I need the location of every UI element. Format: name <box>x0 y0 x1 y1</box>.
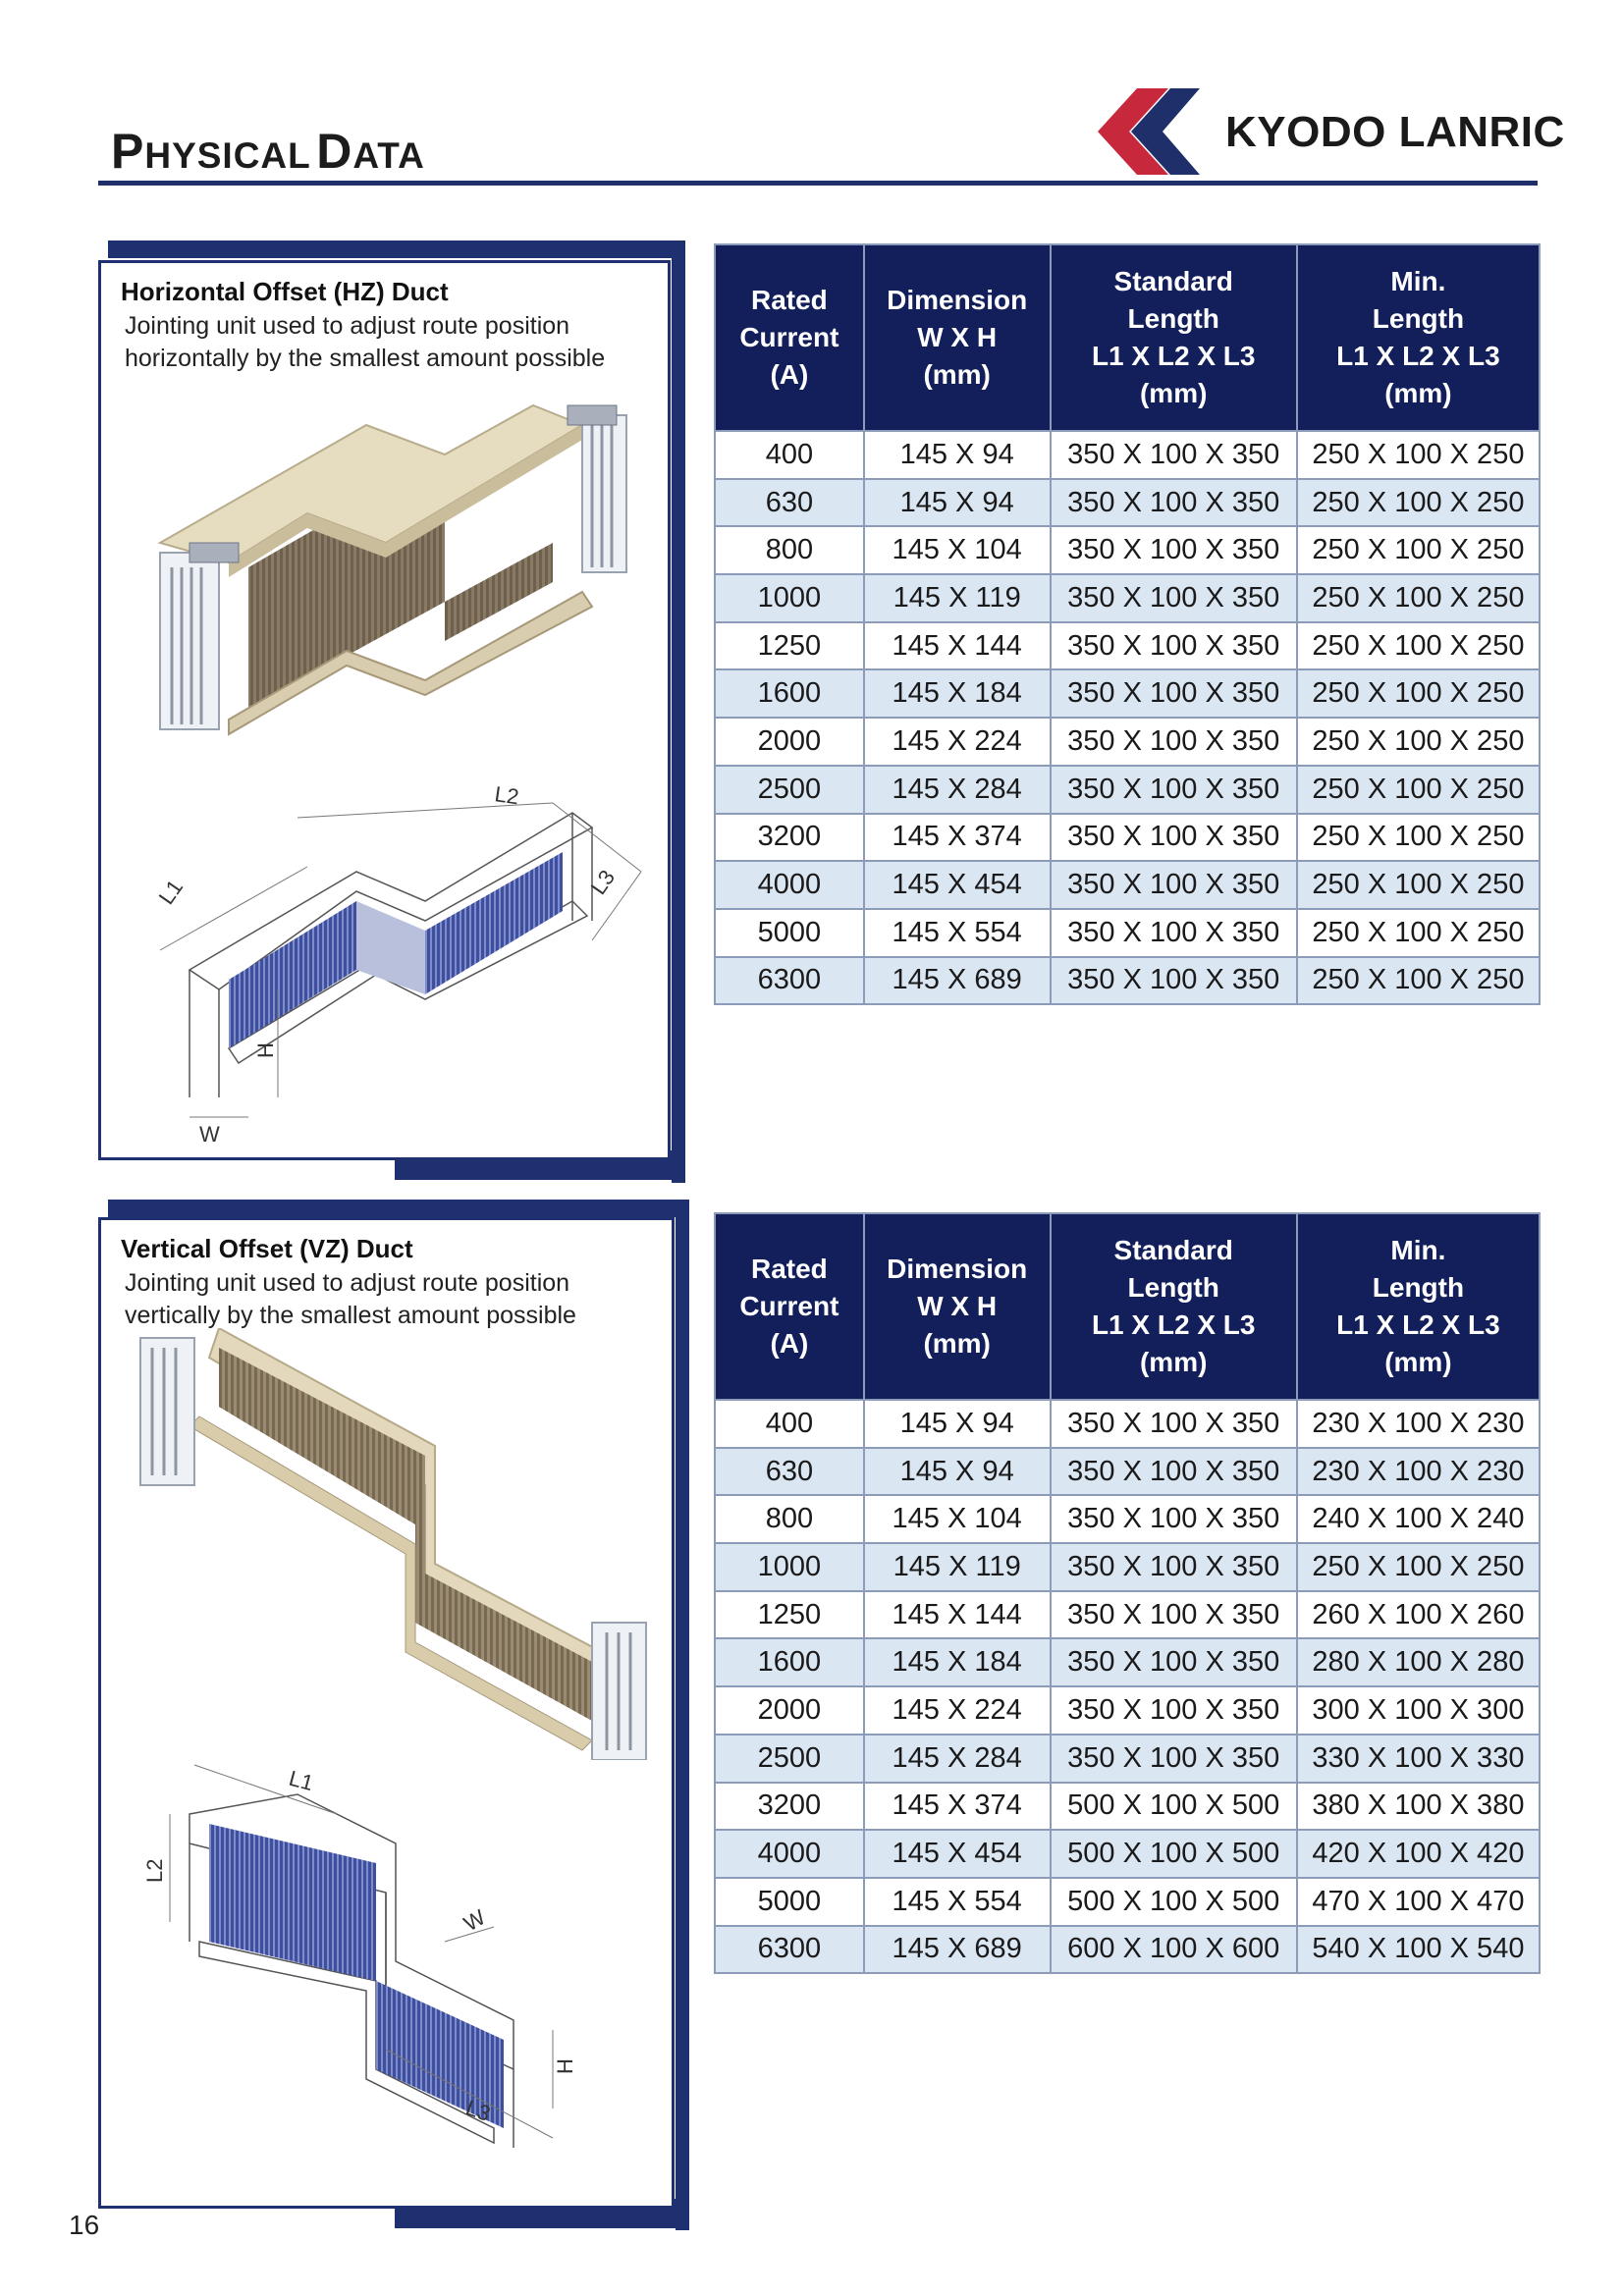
table-cell: 145 X 374 <box>864 1783 1051 1831</box>
table-cell: 145 X 284 <box>864 1735 1051 1783</box>
hz-h1-0: Dimension <box>887 285 1028 315</box>
table-cell: 145 X 144 <box>864 622 1051 670</box>
table-cell: 4000 <box>715 1830 864 1878</box>
hz-h2-0: Standard <box>1113 266 1233 296</box>
table-cell: 350 X 100 X 350 <box>1051 1495 1297 1543</box>
table-cell: 5000 <box>715 1878 864 1926</box>
table-cell: 1000 <box>715 1543 864 1591</box>
table-cell: 350 X 100 X 350 <box>1051 1638 1297 1686</box>
table-cell: 350 X 100 X 350 <box>1051 574 1297 622</box>
vz-h2-3: (mm) <box>1139 1347 1208 1377</box>
table-cell: 145 X 119 <box>864 574 1051 622</box>
hz-h3-2: L1 X L2 X L3 <box>1336 341 1500 371</box>
table-row <box>715 1830 1540 1878</box>
table-row <box>715 766 1540 814</box>
table-cell: 350 X 100 X 350 <box>1051 957 1297 1005</box>
table-cell: 350 X 100 X 350 <box>1051 431 1297 479</box>
hz-desc-line-1: Jointing unit used to adjust route position <box>125 312 570 340</box>
table-cell: 500 X 100 X 500 <box>1051 1878 1297 1926</box>
table-cell: 800 <box>715 1495 864 1543</box>
table-cell: 1000 <box>715 574 864 622</box>
vz-col-rated-current <box>715 1213 864 1400</box>
table-row <box>715 669 1540 718</box>
vz-description <box>125 1267 675 1332</box>
vz-h3-1: Length <box>1372 1272 1465 1303</box>
table-row <box>715 1448 1540 1496</box>
table-cell: 600 X 100 X 600 <box>1051 1926 1297 1974</box>
table-cell: 230 X 100 X 230 <box>1297 1400 1540 1448</box>
table-cell: 250 X 100 X 250 <box>1297 766 1540 814</box>
table-cell: 500 X 100 X 500 <box>1051 1830 1297 1878</box>
hz-h0-1: Current <box>739 322 839 352</box>
vz-duct-render <box>131 1328 671 1760</box>
table-cell: 6300 <box>715 957 864 1005</box>
table-row <box>715 1686 1540 1735</box>
table-cell: 250 X 100 X 250 <box>1297 431 1540 479</box>
table-cell: 470 X 100 X 470 <box>1297 1878 1540 1926</box>
table-cell: 350 X 100 X 350 <box>1051 766 1297 814</box>
hz-table-header-row <box>715 244 1540 431</box>
vz-spec-table <box>714 1212 1541 1974</box>
hz-col-dimension <box>864 244 1051 431</box>
table-cell: 630 <box>715 479 864 527</box>
table-cell: 145 X 224 <box>864 718 1051 766</box>
table-cell: 145 X 184 <box>864 1638 1051 1686</box>
page-number: 16 <box>69 2210 100 2240</box>
table-cell: 630 <box>715 1448 864 1496</box>
table-cell: 350 X 100 X 350 <box>1051 814 1297 862</box>
table-row <box>715 1591 1540 1639</box>
table-cell: 250 X 100 X 250 <box>1297 526 1540 574</box>
table-cell: 400 <box>715 1400 864 1448</box>
table-row <box>715 909 1540 957</box>
vz-h2-2: L1 X L2 X L3 <box>1091 1309 1256 1340</box>
table-cell: 250 X 100 X 250 <box>1297 957 1540 1005</box>
vz-col-standard-length <box>1051 1213 1297 1400</box>
title-cap-2: D <box>316 124 353 179</box>
table-cell: 2000 <box>715 1686 864 1735</box>
vz-col-dimension <box>864 1213 1051 1400</box>
hz-spec-table <box>714 243 1541 1005</box>
hz-h3-0: Min. <box>1390 266 1446 296</box>
table-cell: 500 X 100 X 500 <box>1051 1783 1297 1831</box>
header-rule <box>98 181 1538 186</box>
table-cell: 350 X 100 X 350 <box>1051 909 1297 957</box>
vz-desc-line-1: Jointing unit used to adjust route position <box>125 1269 570 1297</box>
title-rest-1: HYSICAL <box>144 135 311 176</box>
table-cell: 350 X 100 X 350 <box>1051 1543 1297 1591</box>
hz-h2-1: Length <box>1127 303 1219 334</box>
table-cell: 145 X 94 <box>864 1448 1051 1496</box>
table-cell: 145 X 554 <box>864 1878 1051 1926</box>
table-row <box>715 861 1540 909</box>
hz-h1-2: (mm) <box>923 359 991 390</box>
table-cell: 300 X 100 X 300 <box>1297 1686 1540 1735</box>
table-cell: 145 X 104 <box>864 1495 1051 1543</box>
title-cap-1: P <box>111 124 145 179</box>
hz-description <box>125 310 675 375</box>
hz-frame-right <box>672 240 685 1183</box>
table-cell: 420 X 100 X 420 <box>1297 1830 1540 1878</box>
table-row <box>715 718 1540 766</box>
table-cell: 230 X 100 X 230 <box>1297 1448 1540 1496</box>
hz-label-l1: L1 <box>153 875 189 909</box>
table-row <box>715 1638 1540 1686</box>
table-cell: 280 X 100 X 280 <box>1297 1638 1540 1686</box>
vz-h3-3: (mm) <box>1384 1347 1452 1377</box>
table-cell: 330 X 100 X 330 <box>1297 1735 1540 1783</box>
hz-col-standard-length <box>1051 244 1297 431</box>
table-row <box>715 957 1540 1005</box>
table-row <box>715 431 1540 479</box>
table-cell: 350 X 100 X 350 <box>1051 1686 1297 1735</box>
vz-label-l1: L1 <box>286 1765 316 1796</box>
table-cell: 145 X 104 <box>864 526 1051 574</box>
table-row <box>715 622 1540 670</box>
table-cell: 5000 <box>715 909 864 957</box>
hz-h2-3: (mm) <box>1139 378 1208 408</box>
table-cell: 145 X 224 <box>864 1686 1051 1735</box>
vz-h0-0: Rated <box>750 1254 828 1284</box>
table-cell: 250 X 100 X 250 <box>1297 479 1540 527</box>
table-cell: 145 X 119 <box>864 1543 1051 1591</box>
vz-desc-line-2: vertically by the smallest amount possible <box>125 1302 576 1329</box>
table-cell: 250 X 100 X 250 <box>1297 861 1540 909</box>
vz-h0-1: Current <box>739 1291 839 1321</box>
hz-label-w: W <box>199 1122 220 1147</box>
table-cell: 350 X 100 X 350 <box>1051 479 1297 527</box>
hz-duct-render <box>121 396 671 769</box>
table-cell: 145 X 94 <box>864 479 1051 527</box>
table-cell: 250 X 100 X 250 <box>1297 669 1540 718</box>
table-cell: 250 X 100 X 250 <box>1297 622 1540 670</box>
table-row <box>715 1783 1540 1831</box>
table-cell: 145 X 374 <box>864 814 1051 862</box>
vz-table-header-row <box>715 1213 1540 1400</box>
table-cell: 250 X 100 X 250 <box>1297 814 1540 862</box>
vz-label-h: H <box>553 2058 577 2074</box>
table-cell: 350 X 100 X 350 <box>1051 669 1297 718</box>
table-row <box>715 1495 1540 1543</box>
table-cell: 145 X 689 <box>864 957 1051 1005</box>
table-row <box>715 1400 1540 1448</box>
hz-h0-0: Rated <box>750 285 828 315</box>
hz-label-h: H <box>253 1042 278 1058</box>
table-cell: 145 X 454 <box>864 1830 1051 1878</box>
table-row <box>715 1926 1540 1974</box>
table-cell: 800 <box>715 526 864 574</box>
table-cell: 145 X 184 <box>864 669 1051 718</box>
table-cell: 350 X 100 X 350 <box>1051 718 1297 766</box>
hz-col-rated-current <box>715 244 864 431</box>
table-cell: 145 X 454 <box>864 861 1051 909</box>
table-cell: 2500 <box>715 1735 864 1783</box>
table-row <box>715 526 1540 574</box>
kyodo-chevron-icon <box>1098 86 1216 177</box>
hz-h3-3: (mm) <box>1384 378 1452 408</box>
page-title <box>111 123 425 180</box>
vz-label-w: W <box>460 1904 490 1937</box>
table-cell: 380 X 100 X 380 <box>1297 1783 1540 1831</box>
table-cell: 540 X 100 X 540 <box>1297 1926 1540 1974</box>
table-cell: 350 X 100 X 350 <box>1051 622 1297 670</box>
vz-frame-right <box>676 1200 689 2230</box>
table-cell: 6300 <box>715 1926 864 1974</box>
hz-label-l3: L3 <box>585 865 621 899</box>
table-cell: 145 X 94 <box>864 431 1051 479</box>
vz-h2-1: Length <box>1127 1272 1219 1303</box>
vz-h3-2: L1 X L2 X L3 <box>1336 1309 1500 1340</box>
vz-h3-0: Min. <box>1390 1235 1446 1265</box>
hz-label-l2: L2 <box>493 781 521 810</box>
table-cell: 145 X 554 <box>864 909 1051 957</box>
table-cell: 2500 <box>715 766 864 814</box>
vz-col-min-length <box>1297 1213 1540 1400</box>
table-cell: 350 X 100 X 350 <box>1051 861 1297 909</box>
table-cell: 250 X 100 X 250 <box>1297 718 1540 766</box>
vz-h2-0: Standard <box>1113 1235 1233 1265</box>
vz-label-l3: L3 <box>462 2095 494 2127</box>
table-cell: 3200 <box>715 814 864 862</box>
hz-duct-diagram <box>131 774 661 1156</box>
vz-h1-1: W X H <box>917 1291 998 1321</box>
table-cell: 2000 <box>715 718 864 766</box>
title-rest-2: ATA <box>352 135 425 176</box>
hz-h3-1: Length <box>1372 303 1465 334</box>
table-cell: 3200 <box>715 1783 864 1831</box>
table-cell: 250 X 100 X 250 <box>1297 574 1540 622</box>
vz-panel <box>98 1217 675 2209</box>
table-row <box>715 814 1540 862</box>
vz-frame-top <box>108 1200 689 1217</box>
table-cell: 4000 <box>715 861 864 909</box>
table-cell: 260 X 100 X 260 <box>1297 1591 1540 1639</box>
table-cell: 240 X 100 X 240 <box>1297 1495 1540 1543</box>
table-row <box>715 1735 1540 1783</box>
vz-title: Vertical Offset (VZ) Duct <box>121 1234 413 1263</box>
table-cell: 350 X 100 X 350 <box>1051 1448 1297 1496</box>
table-cell: 250 X 100 X 250 <box>1297 1543 1540 1591</box>
table-cell: 250 X 100 X 250 <box>1297 909 1540 957</box>
table-cell: 145 X 284 <box>864 766 1051 814</box>
table-row <box>715 574 1540 622</box>
table-cell: 145 X 689 <box>864 1926 1051 1974</box>
hz-h0-2: (A) <box>770 359 809 390</box>
table-cell: 400 <box>715 431 864 479</box>
hz-col-min-length <box>1297 244 1540 431</box>
hz-panel <box>98 260 671 1160</box>
table-cell: 1600 <box>715 1638 864 1686</box>
brand-name: KYODO LANRIC <box>1225 108 1565 156</box>
vz-label-l2: L2 <box>142 1858 167 1883</box>
hz-desc-line-2: horizontally by the smallest amount possible <box>125 345 606 372</box>
table-row <box>715 1543 1540 1591</box>
table-cell: 1600 <box>715 669 864 718</box>
hz-h1-1: W X H <box>917 322 998 352</box>
table-cell: 145 X 94 <box>864 1400 1051 1448</box>
table-row <box>715 479 1540 527</box>
table-cell: 350 X 100 X 350 <box>1051 526 1297 574</box>
table-cell: 350 X 100 X 350 <box>1051 1591 1297 1639</box>
hz-title: Horizontal Offset (HZ) Duct <box>121 277 449 306</box>
vz-h1-2: (mm) <box>923 1328 991 1359</box>
table-cell: 145 X 144 <box>864 1591 1051 1639</box>
vz-h1-0: Dimension <box>887 1254 1028 1284</box>
table-row <box>715 1878 1540 1926</box>
hz-frame-top <box>108 240 685 258</box>
table-cell: 1250 <box>715 622 864 670</box>
vz-duct-diagram <box>140 1755 661 2167</box>
table-cell: 350 X 100 X 350 <box>1051 1400 1297 1448</box>
brand-logo <box>1098 86 1565 177</box>
hz-h2-2: L1 X L2 X L3 <box>1091 341 1256 371</box>
table-cell: 1250 <box>715 1591 864 1639</box>
table-cell: 350 X 100 X 350 <box>1051 1735 1297 1783</box>
vz-h0-2: (A) <box>770 1328 809 1359</box>
